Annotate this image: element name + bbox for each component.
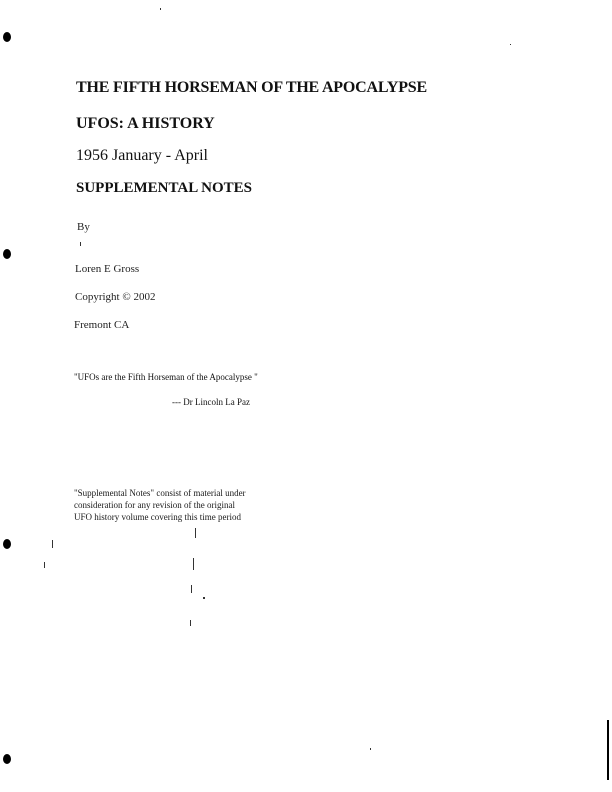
by-label: By bbox=[77, 221, 90, 233]
scan-speck bbox=[203, 597, 205, 599]
scan-speck bbox=[195, 528, 196, 538]
supplemental-heading: SUPPLEMENTAL NOTES bbox=[76, 180, 253, 196]
scan-speck bbox=[80, 242, 81, 246]
epigraph-quote: "UFOs are the Fifth Horseman of the Apocalypse " bbox=[74, 372, 258, 382]
scan-speck bbox=[190, 620, 191, 626]
epigraph-attribution: --- Dr Lincoln La Paz bbox=[172, 397, 250, 407]
scan-speck bbox=[370, 748, 371, 750]
copyright-notice: Copyright © 2002 bbox=[75, 291, 156, 303]
scan-edge-mark bbox=[607, 720, 609, 780]
note-line: "Supplemental Notes" consist of material under bbox=[74, 488, 246, 498]
document-period: 1956 January - April bbox=[76, 147, 208, 164]
scan-speck bbox=[44, 562, 45, 568]
scan-speck bbox=[193, 558, 194, 570]
scan-speck bbox=[160, 8, 161, 10]
document-title: THE FIFTH HORSEMAN OF THE APOCALYPSE bbox=[76, 79, 427, 96]
scan-speck bbox=[52, 540, 53, 548]
note-line: UFO history volume covering this time period bbox=[74, 512, 241, 522]
scan-speck bbox=[191, 585, 192, 593]
punch-hole-4 bbox=[3, 754, 11, 764]
note-line: consideration for any revision of the original bbox=[74, 500, 235, 510]
document-subtitle: UFOS: A HISTORY bbox=[76, 115, 215, 132]
punch-hole-1 bbox=[3, 32, 11, 42]
author-name: Loren E Gross bbox=[75, 263, 140, 275]
location: Fremont CA bbox=[74, 319, 130, 331]
punch-hole-3 bbox=[3, 539, 11, 549]
scan-speck bbox=[510, 44, 511, 45]
supplemental-explanation bbox=[74, 487, 294, 523]
punch-hole-2 bbox=[3, 249, 11, 259]
